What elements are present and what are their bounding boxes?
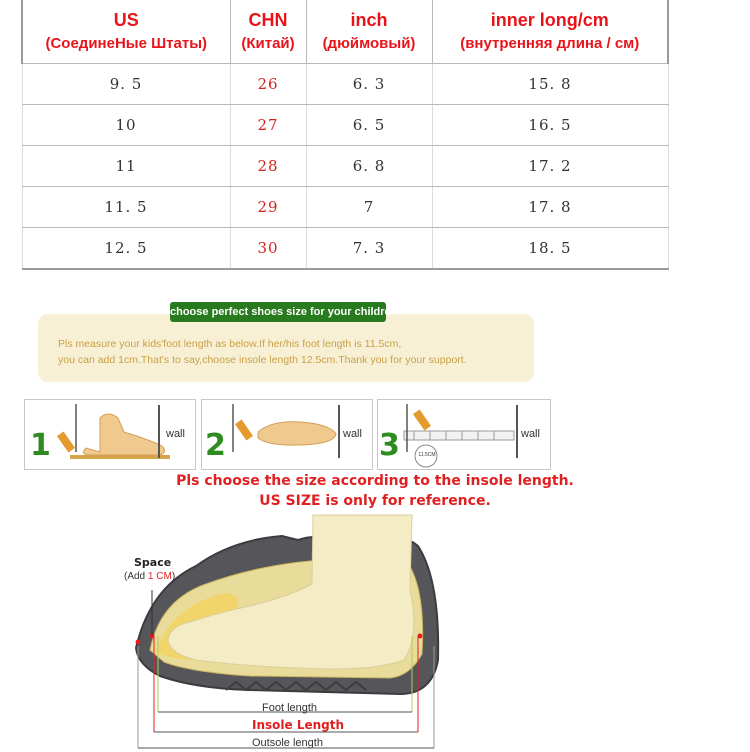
cell-inner-length: 18. 5 — [432, 228, 668, 270]
insole-length-label: Insole Length — [252, 718, 345, 732]
cell-inch: 7 — [306, 187, 432, 228]
space-sublabel: (Add 1 CM) — [124, 571, 176, 582]
cell-inch: 6. 8 — [306, 146, 432, 187]
space-label: Space — [134, 556, 172, 569]
header-inner-length: inner long/cm (внутренняя длина / см) — [432, 0, 668, 64]
step-1-wall-label: wall — [166, 428, 185, 440]
cell-inch: 7. 3 — [306, 228, 432, 270]
cell-us: 11. 5 — [22, 187, 230, 228]
cell-us: 10 — [22, 105, 230, 146]
outsole-length-label: Outsole length — [252, 737, 323, 749]
cell-us: 11 — [22, 146, 230, 187]
step-3-wall-label: wall — [521, 428, 540, 440]
cell-chn: 28 — [230, 146, 306, 187]
step-2-foot-illustration — [233, 404, 339, 458]
cell-inner-length: 17. 2 — [432, 146, 668, 187]
step-3-number: 3 — [379, 428, 400, 463]
foot-length-label: Foot length — [262, 702, 318, 714]
cell-chn: 27 — [230, 105, 306, 146]
cell-inner-length: 16. 5 — [432, 105, 668, 146]
header-inch: inch (дюймовый) — [306, 0, 432, 64]
cell-inner-length: 15. 8 — [432, 64, 668, 105]
cell-chn: 26 — [230, 64, 306, 105]
cell-us: 9. 5 — [22, 64, 230, 105]
step-3-ruler-reading: 11.5CM — [418, 452, 436, 458]
cell-inner-length: 17. 8 — [432, 187, 668, 228]
cell-chn: 30 — [230, 228, 306, 270]
measure-note-line-2: you can add 1cm.That's to say,choose insole length 12.5cm.Thank you for your support. — [58, 354, 467, 366]
header-us: US (СоединеНые Штаты) — [22, 0, 230, 64]
insole-instruction: Pls choose the size according to the insole length. — [176, 473, 574, 489]
step-1-foot-illustration — [57, 404, 170, 459]
step-2-wall-label: wall — [343, 428, 362, 440]
us-size-note: US SIZE is only for reference. — [259, 493, 491, 509]
cell-inch: 6. 5 — [306, 105, 432, 146]
measure-note-line-1: Pls measure your kids'foot length as below.If her/his foot length is 11.5cm, — [58, 338, 402, 350]
cell-us: 12. 5 — [22, 228, 230, 270]
step-2-number: 2 — [205, 428, 226, 463]
header-chn: CHN (Китай) — [230, 0, 306, 64]
cell-chn: 29 — [230, 187, 306, 228]
guide-banner: choose perfect shoes size for your children — [170, 302, 386, 322]
cell-inch: 6. 3 — [306, 64, 432, 105]
step-1-number: 1 — [30, 428, 51, 463]
